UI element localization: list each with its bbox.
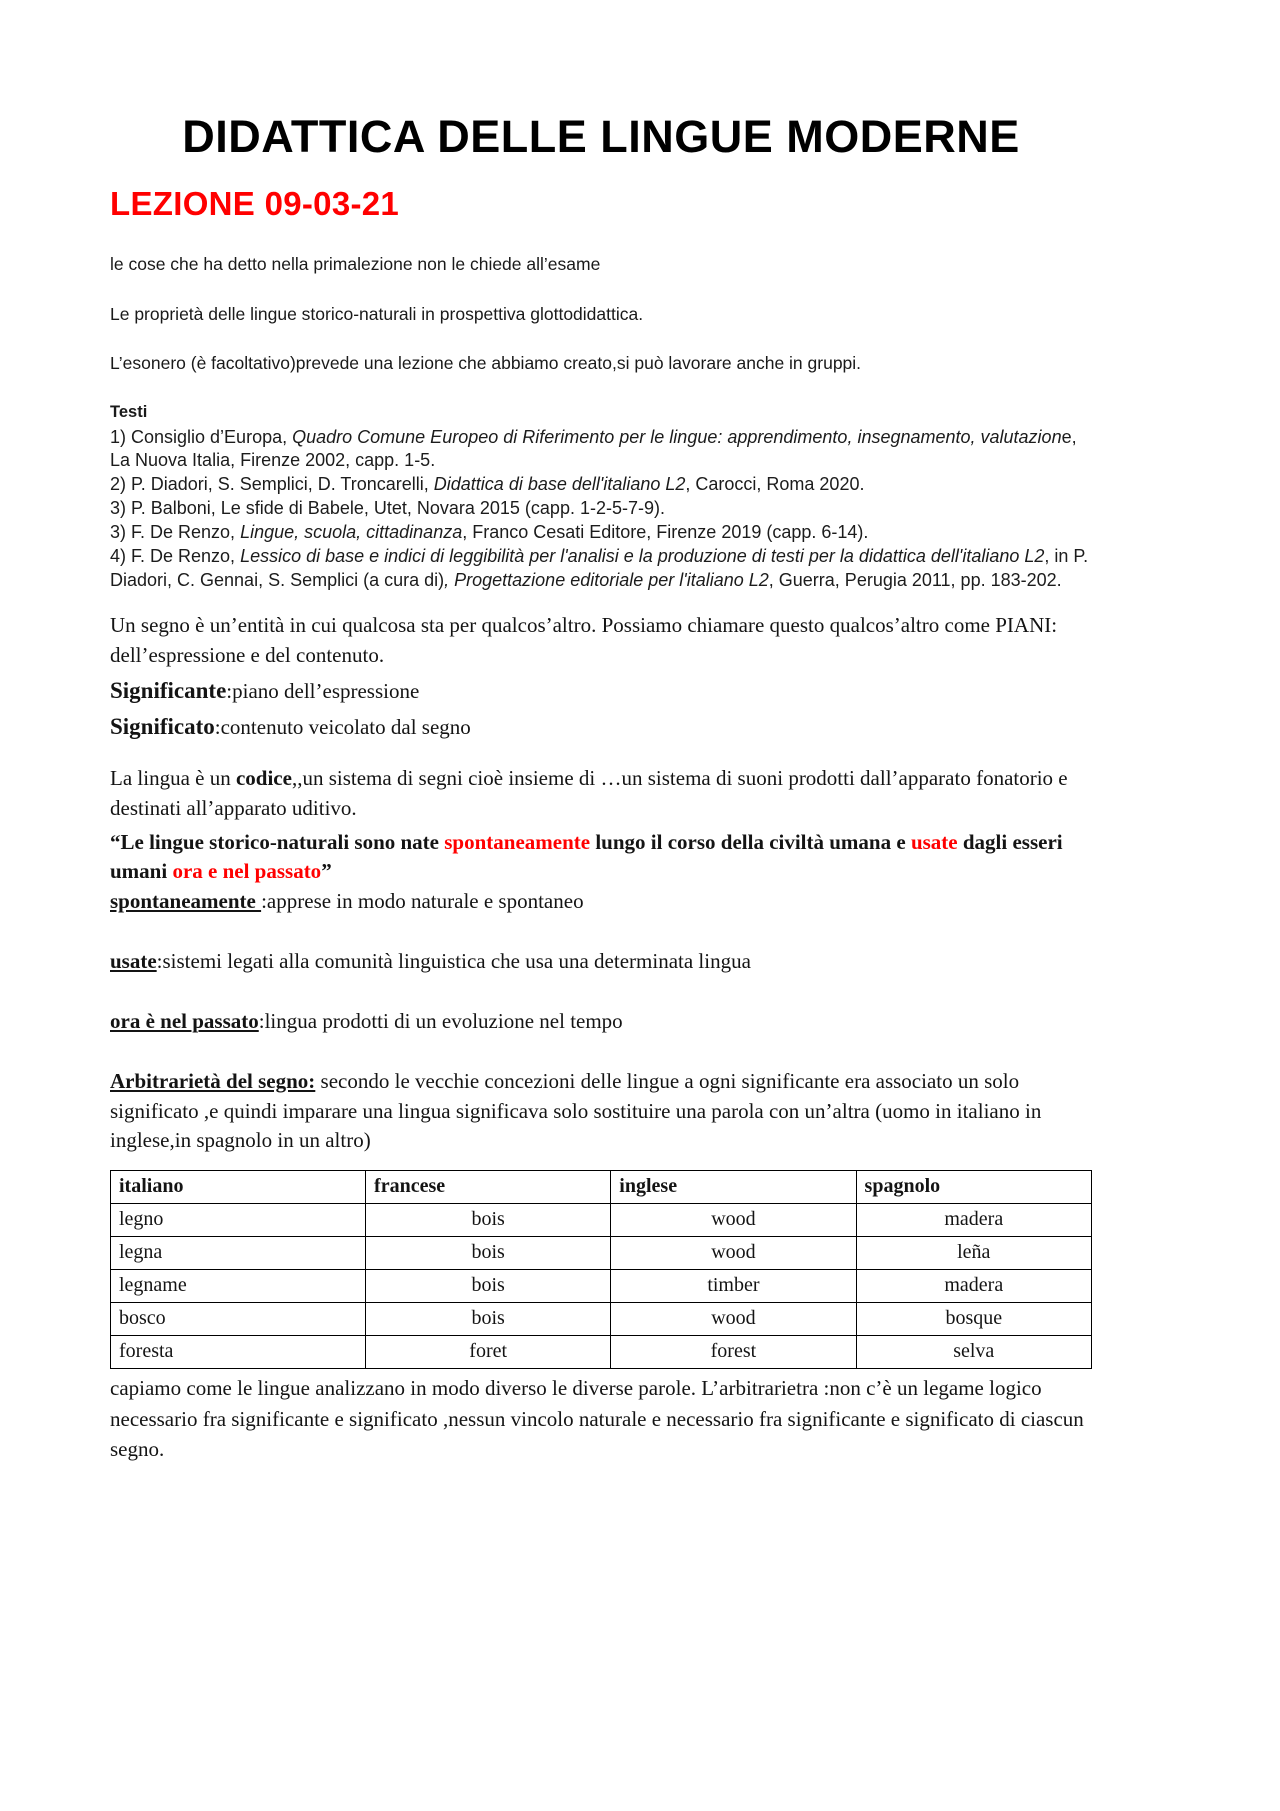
significato-term: Significato (110, 714, 215, 740)
definition-spontaneamente (110, 887, 1092, 917)
cell-italiano: legname (111, 1270, 366, 1303)
table-header-spagnolo: spagnolo (856, 1171, 1091, 1204)
definition-significato (110, 711, 1092, 744)
ref-4-post: , in P. Diadori, C. Gennai, S. Semplici (a cura di) (110, 546, 1089, 591)
spontaneamente-definition: :apprese in modo naturale e spontaneo (261, 889, 584, 914)
ref-2-italic: Didattica di base dell'italiano L2 (433, 474, 686, 495)
bibliography-item-3a (110, 497, 1092, 521)
ref-4-post-2: , Guerra, Perugia 2011, pp. 183-202. (768, 570, 1062, 591)
paragraph-after-table: capiamo come le lingue analizzano in modo diverso le diverse parole. L’arbitrarietra :non c’è un legame logico necessario fra significante e significato ,nessun vincolo naturale e necessario fra significante e significato di ciascun segno. (110, 1376, 1084, 1461)
cell-italiano: bosco (111, 1303, 366, 1336)
ref-4-italic-2: , Progettazione editoriale per l'italiano L2 (444, 570, 769, 591)
ora-nel-passato-definition: :lingua prodotti di un evoluzione nel tempo (258, 1008, 623, 1033)
cell-francese: bois (366, 1237, 611, 1270)
usate-definition: :sistemi legati alla comunità linguistica che usa una determinata lingua (156, 949, 751, 974)
table-header-row (111, 1171, 1092, 1204)
ref-3a-pre: 3) P. Balboni, Le sfide di Babele, Utet, Novara 2015 (capp. 1-2-5-7-9). (110, 498, 665, 519)
ref-1-pre: 1) Consiglio d’Europa, (110, 426, 293, 447)
paragraph-codice (110, 764, 1092, 824)
ora-nel-passato-term: ora è nel passato (110, 1008, 259, 1033)
cell-inglese: wood (611, 1303, 856, 1336)
table-row (111, 1204, 1092, 1237)
cell-italiano: legna (111, 1237, 366, 1270)
arbitrarieta-term: Arbitrarietà del segno: (110, 1068, 316, 1093)
paragraph-arbitrarieta (110, 1067, 1092, 1156)
significante-term: Significante (110, 677, 227, 703)
lesson-heading: LEZIONE 09-03-21 (110, 184, 400, 222)
cell-spagnolo: bosque (856, 1303, 1091, 1336)
quote-highlight-ora-e-nel-passato: ora e nel passato (172, 859, 322, 884)
paragraph-segno: Un segno è un’entità in cui qualcosa sta per qualcos’altro. Possiamo chiamare questo qualcos’altro come PIANI: dell’espressione e del contenuto. (110, 613, 1058, 667)
significante-definition: :piano dell’espressione (226, 678, 420, 703)
note-line-3: L’esonero (è facoltativo)prevede una lezione che abbiamo creato,si può lavorare anche in gruppi. (110, 353, 862, 374)
bibliography-item-1 (110, 426, 1092, 474)
definition-significante (110, 675, 1092, 708)
cell-spagnolo: madera (856, 1204, 1091, 1237)
cell-francese: foret (366, 1336, 611, 1369)
quote-highlight-spontaneamente: spontaneamente (444, 829, 591, 854)
bibliography-item-3b (110, 521, 1092, 545)
usate-term: usate (110, 949, 157, 974)
ref-3b-pre: 3) F. De Renzo, (110, 522, 241, 543)
cell-inglese: timber (611, 1270, 856, 1303)
table-header-italiano: italiano (111, 1171, 366, 1204)
table-row (111, 1336, 1092, 1369)
ref-1-italic: Quadro Comune Europeo di Riferimento per le lingue: apprendimento, insegnamento, valutazion (292, 426, 1062, 447)
cell-spagnolo: leña (856, 1237, 1091, 1270)
ref-3b-post: , Franco Cesati Editore, Firenze 2019 (capp. 6-14). (462, 522, 869, 543)
cell-inglese: forest (611, 1336, 856, 1369)
page-title: DIDATTICA DELLE LINGUE MODERNE (182, 111, 1020, 162)
definition-ora-e-nel-passato (110, 1007, 1092, 1037)
quote-part-4: ” (321, 859, 332, 884)
cell-italiano: legno (111, 1204, 366, 1237)
quote-highlight-usate: usate (910, 829, 958, 854)
quote-lingue-storico-naturali (110, 828, 1092, 888)
ref-1-post: e, La Nuova Italia, Firenze 2002, capp. 1-5. (110, 426, 1077, 471)
bibliography-item-2 (110, 473, 1092, 497)
definition-usate (110, 947, 1092, 977)
ref-2-post: , Carocci, Roma 2020. (685, 474, 865, 495)
cell-francese: bois (366, 1270, 611, 1303)
table-row (111, 1270, 1092, 1303)
table-header-inglese: inglese (611, 1171, 856, 1204)
codice-pre: La lingua è un (110, 766, 236, 790)
ref-4-pre: 4) F. De Renzo, (110, 546, 241, 567)
cell-francese: bois (366, 1204, 611, 1237)
quote-part-1: “Le lingue storico-naturali sono nate (110, 829, 445, 854)
quote-part-3: dagli esseri umani (110, 829, 1063, 884)
codice-term: codice (235, 766, 292, 790)
table-row (111, 1303, 1092, 1336)
bibliography-heading: Testi (110, 403, 148, 422)
bibliography-item-4 (110, 545, 1092, 593)
quote-part-2: lungo il corso della civiltà umana e (590, 829, 911, 854)
codice-post: ,,un sistema di segni cioè insieme di …un sistema di suoni prodotti dall’apparato fonatorio e destinati all’apparato uditivo. (110, 766, 1068, 820)
table-header-francese: francese (366, 1171, 611, 1204)
ref-3b-italic: Lingue, scuola, cittadinanza (240, 522, 463, 543)
cell-francese: bois (366, 1303, 611, 1336)
cell-spagnolo: madera (856, 1270, 1091, 1303)
note-line-2: Le proprietà delle lingue storico-naturali in prospettiva glottodidattica. (110, 303, 644, 324)
cell-italiano: foresta (111, 1336, 366, 1369)
spontaneamente-term: spontaneamente (110, 889, 262, 914)
significato-definition: :contenuto veicolato dal segno (214, 715, 471, 740)
arbitrarieta-text: secondo le vecchie concezioni delle lingue a ogni significante era associato un solo significato ,e quindi imparare una lingua significava solo sostituire una parola con un’altra (uomo in italiano in inglese,in spagnolo in un altro) (110, 1068, 1042, 1153)
cell-inglese: wood (611, 1237, 856, 1270)
ref-2-pre: 2) P. Diadori, S. Semplici, D. Troncarelli, (110, 474, 434, 495)
cell-inglese: wood (611, 1204, 856, 1237)
bibliography-block (110, 402, 1092, 593)
ref-4-italic: Lessico di base e indici di leggibilità per l'analisi e la produzione di testi per la didattica dell'italiano L2 (240, 546, 1045, 567)
note-line-1: le cose che ha detto nella primalezione non le chiede all’esame (110, 254, 601, 275)
translation-table (110, 1170, 1092, 1369)
table-row (111, 1237, 1092, 1270)
cell-spagnolo: selva (856, 1336, 1091, 1369)
